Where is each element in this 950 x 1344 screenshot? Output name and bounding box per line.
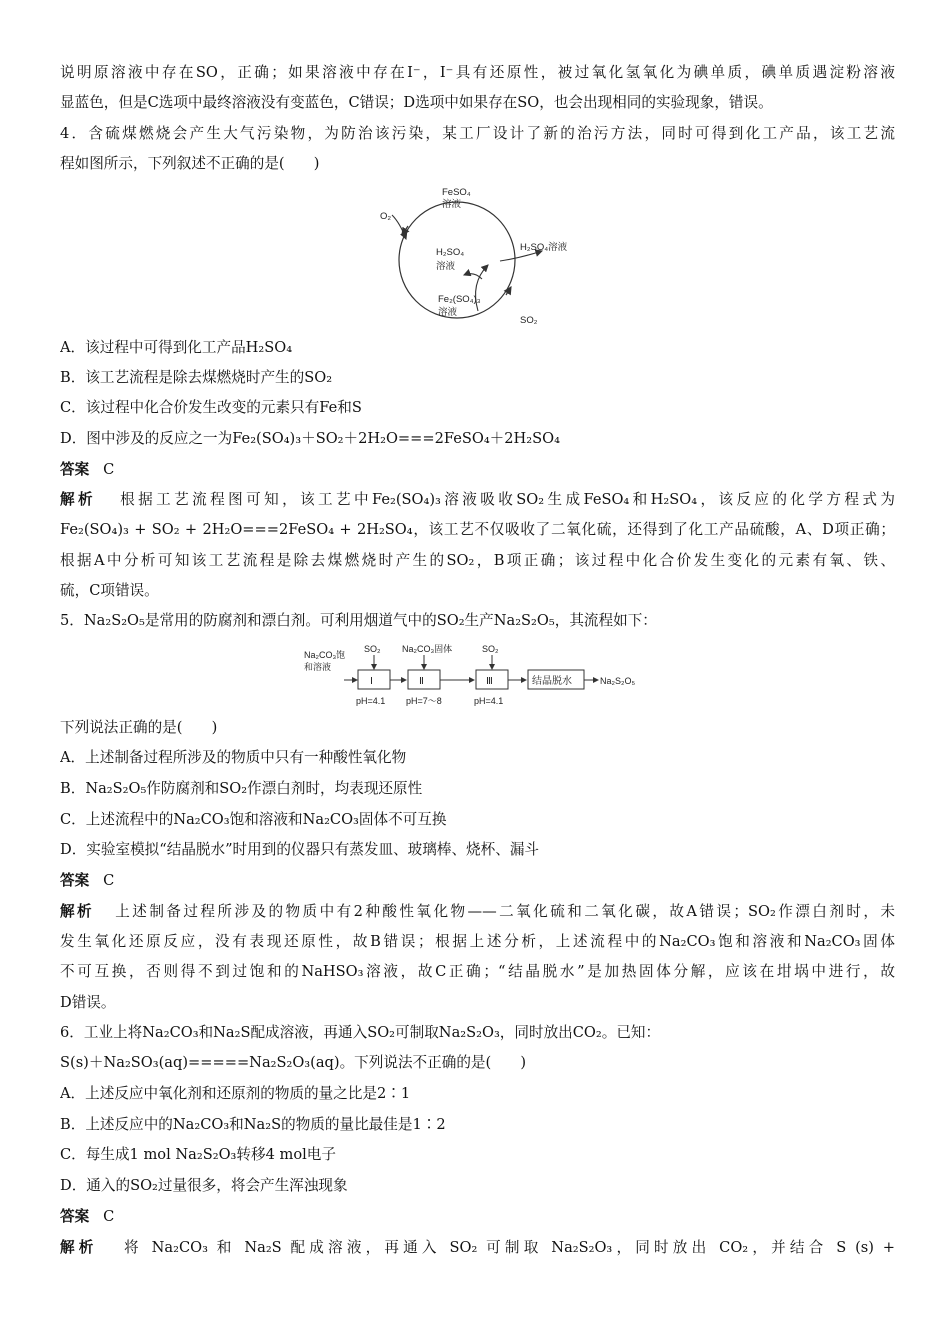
- fe2so43-solution-label: 溶液: [438, 307, 458, 318]
- step-label: Ⅲ: [486, 676, 493, 687]
- answer-row: [60, 460, 895, 480]
- question-4-stem: 程如图所示，下列叙述不正确的是( ): [60, 155, 320, 172]
- answer-value: C: [103, 461, 115, 478]
- answer-label: 答案: [60, 461, 90, 478]
- answer-label: 答案: [60, 1208, 90, 1225]
- step-box: [408, 670, 440, 689]
- so2-label: SO₂: [520, 315, 538, 326]
- explanation-line: 硫，C项错误。: [60, 582, 159, 599]
- answer-row: [60, 871, 895, 891]
- question-6-stem: S(s)＋Na₂SO₃(aq)=====Na₂S₂O₃(aq)。下列说法不正确的是( ): [60, 1054, 527, 1071]
- explanation-line: [60, 902, 895, 922]
- explanation-line: 发生氧化还原反应，没有表现还原性，故B错误；根据上述分析，上述流程中的Na₂CO₃饱和溶液和Na₂CO₃固体: [60, 933, 895, 950]
- option-b: B．Na₂S₂O₅作防腐剂和SO₂作漂白剂时，均表现还原性: [60, 780, 423, 797]
- option-b: B．上述反应中的Na₂CO₃和Na₂S的物质的量比最佳是1∶2: [60, 1116, 446, 1133]
- feso4-solution-label: 溶液: [442, 199, 462, 210]
- option-c: C．上述流程中的Na₂CO₃饱和溶液和Na₂CO₃固体不可互换: [60, 811, 447, 828]
- answer-label: 答案: [60, 872, 90, 889]
- feso4-label: FeSO₄: [442, 187, 471, 198]
- option-c: C．每生成1 mol Na₂S₂O₃转移4 mol电子: [60, 1146, 336, 1163]
- explanation-text: 上述制备过程所涉及的物质中有2种酸性氧化物——二氧化硫和二氧化碳，故A错误；SO₂作漂白剂时，未: [115, 903, 895, 920]
- explanation-label: 解析: [60, 491, 96, 508]
- option-a: A．上述制备过程所涉及的物质中只有一种酸性氧化物: [60, 749, 407, 766]
- explanation-label: 解析: [60, 1239, 98, 1256]
- explanation-line: 根据A中分析可知该工艺流程是除去煤燃烧时产生的SO₂，B项正确；该过程中化合价发生变化的元素有氧、铁、: [60, 552, 895, 569]
- option-a: A．上述反应中氧化剂和还原剂的物质的量之比是2∶1: [60, 1085, 411, 1102]
- explanation-line: [60, 1238, 895, 1258]
- option-d: D．实验室模拟“结晶脱水”时用到的仪器只有蒸发皿、玻璃棒、烧杯、漏斗: [60, 841, 540, 858]
- reagent-label: Na₂CO₃固体: [402, 644, 453, 654]
- o2-label: O₂: [380, 211, 392, 222]
- h2so4-inner-label: H₂SO₄: [436, 247, 465, 258]
- step-label: Ⅱ: [419, 676, 424, 687]
- text-line: 显蓝色，但是C选项中最终溶液没有变蓝色，C错误；D选项中如果存在SO，也会出现相同的实验现象，错误。: [60, 94, 773, 111]
- explanation-line: 不可互换，否则得不到过饱和的NaHSO₃溶液，故C正确；“结晶脱水”是加热固体分解，应该在坩埚中进行，故: [60, 963, 895, 980]
- reagent-label: SO₂: [364, 644, 381, 654]
- question-5-stem: 5．Na₂S₂O₅是常用的防腐剂和漂白剂。可利用烟道气中的SO₂生产Na₂S₂O₅，其流程如下：: [60, 612, 657, 629]
- explanation-text: 根据工艺流程图可知，该工艺中Fe₂(SO₄)₃溶液吸收SO₂生成FeSO₄和H₂SO₄，该反应的化学方程式为: [120, 491, 895, 508]
- question-4-stem: 4．含硫煤燃烧会产生大气污染物，为防治该污染，某工厂设计了新的治污方法，同时可得到化工产品，该工艺流: [60, 125, 895, 142]
- feed-label: Na₂CO₃饱: [304, 650, 346, 660]
- explanation-line: Fe₂(SO₄)₃ + SO₂ + 2H₂O===2FeSO₄ + 2H₂SO₄，该工艺不仅吸收了二氧化硫，还得到了化工产品硫酸，A、D项正确；: [60, 521, 895, 538]
- option-b: B．该工艺流程是除去煤燃烧时产生的SO₂: [60, 369, 333, 386]
- step-label: 结晶脱水: [532, 676, 572, 687]
- option-d: D．图中涉及的反应之一为Fe₂(SO₄)₃＋SO₂＋2H₂O===2FeSO₄＋2H₂SO₄: [60, 430, 560, 447]
- answer-value: C: [103, 872, 115, 889]
- product-label: Na₂S₂O₅: [600, 676, 636, 686]
- text-line: 说明原溶液中存在SO，正确；如果溶液中存在I⁻，I⁻具有还原性，被过氧化氢氧化为碘单质，碘单质遇淀粉溶液: [60, 64, 895, 81]
- question-5-prompt: 下列说法正确的是( ): [60, 719, 218, 736]
- explanation-text: 将 Na₂CO₃ 和 Na₂S 配成溶液，再通入 SO₂ 可制取 Na₂S₂O₃，同时放出 CO₂，并结合 S (s) +: [124, 1239, 895, 1256]
- process-cycle-diagram: [370, 183, 590, 333]
- feed-label: 和溶液: [304, 662, 332, 672]
- explanation-line: [60, 490, 895, 510]
- ph-label: pH=7～8: [406, 696, 442, 706]
- process-flow-diagram: [302, 642, 652, 712]
- step-box: [358, 670, 390, 689]
- ph-label: pH=4.1: [474, 696, 504, 706]
- step-label: Ⅰ: [370, 676, 373, 687]
- explanation-label: 解析: [60, 903, 95, 920]
- option-d: D．通入的SO₂过量很多，将会产生浑浊现象: [60, 1177, 348, 1194]
- answer-row: [60, 1207, 895, 1227]
- cycle-arrow: [506, 287, 511, 295]
- question-6-stem: 6．工业上将Na₂CO₃和Na₂S配成溶液，再通入SO₂可制取Na₂S₂O₃，同时放出CO₂。已知：: [60, 1024, 661, 1041]
- ph-label: pH=4.1: [356, 696, 386, 706]
- option-c: C．该过程中化合价发生改变的元素只有Fe和S: [60, 399, 362, 416]
- h2so4-product-label: H₂SO₄溶液: [520, 242, 568, 253]
- explanation-line: D错误。: [60, 994, 116, 1011]
- fe2so43-label: Fe₂(SO₄)₃: [438, 294, 481, 305]
- h2so4-inner-solution-label: 溶液: [436, 261, 456, 272]
- answer-value: C: [103, 1208, 115, 1225]
- reagent-label: SO₂: [482, 644, 499, 654]
- option-a: A．该过程中可得到化工产品H₂SO₄: [60, 339, 293, 356]
